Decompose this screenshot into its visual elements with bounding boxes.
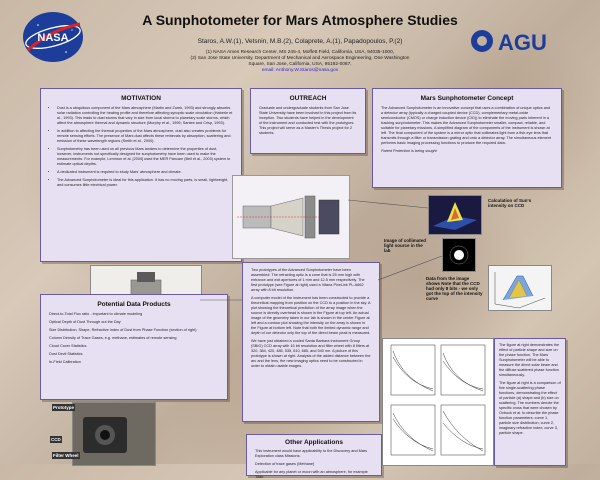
- motivation-bullet: • Sunphotometry has been used on all previous Mars landers to determine the properties of dust, however, instruments not specifically designed for sunphotometry have been used to make the measurements. For example, Lemmon et al. [2004] used the MER Pancam (Bell et al., 2003) system to estimate optical depths.: [57, 147, 233, 167]
- concept-title: Mars Sunphotometer Concept: [420, 95, 514, 102]
- motivation-title: MOTIVATION: [121, 95, 161, 102]
- ccd-data-caption: Data from the image shows Note that the CCD had only 8 bits - we only got the top of the intensity curve: [426, 276, 483, 301]
- affiliation-3: Square, San Jose, California, USA, 95192-0087,: [248, 62, 352, 67]
- patent-note: Patent Protection is being sought: [381, 149, 437, 153]
- phase-text-1: The figure at right demonstrates the effect of particle shape and size on the phase function. The Mars Sunphotometer will be able to measure the direct solar beam and the diffuse scattered phase function simultaneously.: [499, 343, 560, 377]
- other-app-text: Detection of trace gases (Methane): [255, 462, 315, 466]
- data-products-title: Potential Data Products: [97, 301, 171, 308]
- concept-text: The Advanced Sunphotometer is an innovative concept that uses a combination of unique optics and a detector array (typically a charged coupled device (CCD), complementary metal-oxide semiconductor (CMOS) or charge induction device (CID)) to eliminate the moving parts inherent in a tracking sunphotometer. This makes the Advanced Sunphotometer smaller, compact, reliable, and suitable for planetary missions. A simplified diagram of the components of the instrument is shown at left. The final component of the system is a mirror optic that collimates light from a fish-eye lens that transmits through a filter or transmission grating and onto a detector array. The simultaneous element performs basic imaging processing functions to produce the required data.: [381, 106, 551, 145]
- phase-text-2: The figure at right is a comparison of five single-scattering phase functions, demonstrating the effect of particle (a) shape and (b) size on scattering. The numbers denote the specific cross that were chosen by Ovbock et al. to describe the phase function parameters: curve 1, particle size distribution; curve 2, imaginary refractive index; curve 3, particle shape.: [499, 381, 561, 435]
- data-product-item: Cloud Cover Statistics: [49, 344, 87, 348]
- data-product-item: Size Distribution, Shape, Refractive Index of Dust from Phase Function (section of right): [49, 328, 197, 332]
- affiliation-1: (1) NASA Ames Research Center, MS 245-4, Moffett Field, California, USA, 94035-1000,: [205, 50, 395, 55]
- poster-title: A Sunphotometer for Mars Atmosphere Studies: [142, 12, 458, 28]
- affiliation-2: (2) San Jose State University, Department of Mechanical and Aerospace Engineering, One Washington: [190, 56, 410, 61]
- other-applications-title: Other Applications: [285, 439, 343, 446]
- prototype-text-1: Two prototypes of the Advanced Sunphotometer have been assembled. The refracting optic is a cone that is 25 mm high with entrance and exit apertures of 1 mm and 12.5 mm respectively. The first prototype (see Figure at right) used a Vitana PixeLink PL-A662 array with 8 bit resolution.: [251, 268, 365, 292]
- data-product-item: Direct-to-Total Flux ratio - important to climate modeling: [49, 312, 143, 316]
- motivation-bullet: • Dust is a ubiquitous component of the Mars atmosphere (Martin and Zurek, 1993) and strongly absorbs solar radiation controlling the heating profile and therefore affecting synoptic scale circulation (Haberle et al., 1993). This leads to dust storms that vary in size from local storms to planetary scale storms, which affect the atmosphere thermal and dynamic structure (Murphy et al., 1995; Santee and Crisp, 1993).: [57, 106, 233, 126]
- motivation-bullet: • A dedicated instrument is required to study Mars' atmosphere and climate.: [57, 170, 233, 175]
- outreach-title: OUTREACH: [289, 95, 327, 102]
- other-app-text: This instrument would have applicability to the Discovery and Mars Exploration class Missions.: [255, 449, 368, 458]
- prototype-text-3: We have just obtained a cooled Santa Barbara Instrument Group (SBIG) CCD array with 16 bit resolution and filter wheel with 8 filters at 320, 384, 420, 485, 535, 610, 685, and 940 nm. A picture of this prototype is shown at right. Analysis of the added distance between the arc and the lens, the new imaging optics need to be constructed in order to obtain usable images.: [251, 339, 371, 368]
- motivation-bullet: • The Advanced Sunphotometer is ideal for this application. It has no moving parts, is small, lightweight, and consumes little electrical power.: [57, 178, 233, 188]
- outreach-text: Graduate and undergraduate students from San Jose State University have been involved in this project from its inception. Two students have helped in the development of the instrument and conducted test with the prototypes. This project will serve as a Master's Thesis project for 2 students.: [259, 106, 357, 135]
- agu-logo-text: AGU: [498, 30, 547, 55]
- lab-image-caption: Image of collimated light source in the lab: [384, 238, 427, 253]
- data-product-item: Column Density of Trace Gases, e.g. methane, estimates of remote sensing: [49, 336, 177, 340]
- photo-label-ccd: CCD: [51, 437, 61, 442]
- data-product-item: Optical Depth of Dust Through out the Day: [49, 320, 121, 324]
- prototype-text-2: A computer model of the instrument has been constructed to provide a theoretical mapping from position on the CCD to a position in the sky. A plot showing the theoretical prediction of the array image when the source is directly overhead is shown in the Figure at top left. An actual image of the geometry taken in our lab is shown in the center Figure at left and a contour plot showing the intensity on the array is shown in the Figure at bottom left. Note that both the limited dynamic range and depth of our detector only the top of the direct beam peak is measured.: [251, 296, 371, 335]
- data-product-item: In-Field Calibration: [49, 360, 81, 364]
- photo-label-prototype: Prototype: [53, 405, 75, 410]
- photo-label-filter: Filter Wheel: [53, 453, 79, 458]
- other-app-text: Applicable for any planet or moon with an atmosphere, for example Titan: [255, 470, 368, 479]
- poster-authors: Staros, A.W.(1), Vetsnin, M.B.(2), Colaprete, A.(1), Papadopoulos, P.(2): [197, 38, 403, 45]
- motivation-bullet: • In addition to affecting the thermal properties of the Mars atmosphere, dust also creates problems for remote sensing efforts. The presence of Mars dust affects these retrievals by absorption, scattering and emission of these wavelength regions (Smith et al., 2000).: [57, 129, 233, 144]
- calc-caption: Calculation of Sun's intensity on CCD: [488, 198, 532, 208]
- data-product-item: Dust Devil Statistics: [49, 352, 83, 356]
- nasa-logo-text: NASA: [37, 32, 69, 44]
- contact-email[interactable]: email: Anthony.W.Staros@nasa.gov: [261, 68, 339, 73]
